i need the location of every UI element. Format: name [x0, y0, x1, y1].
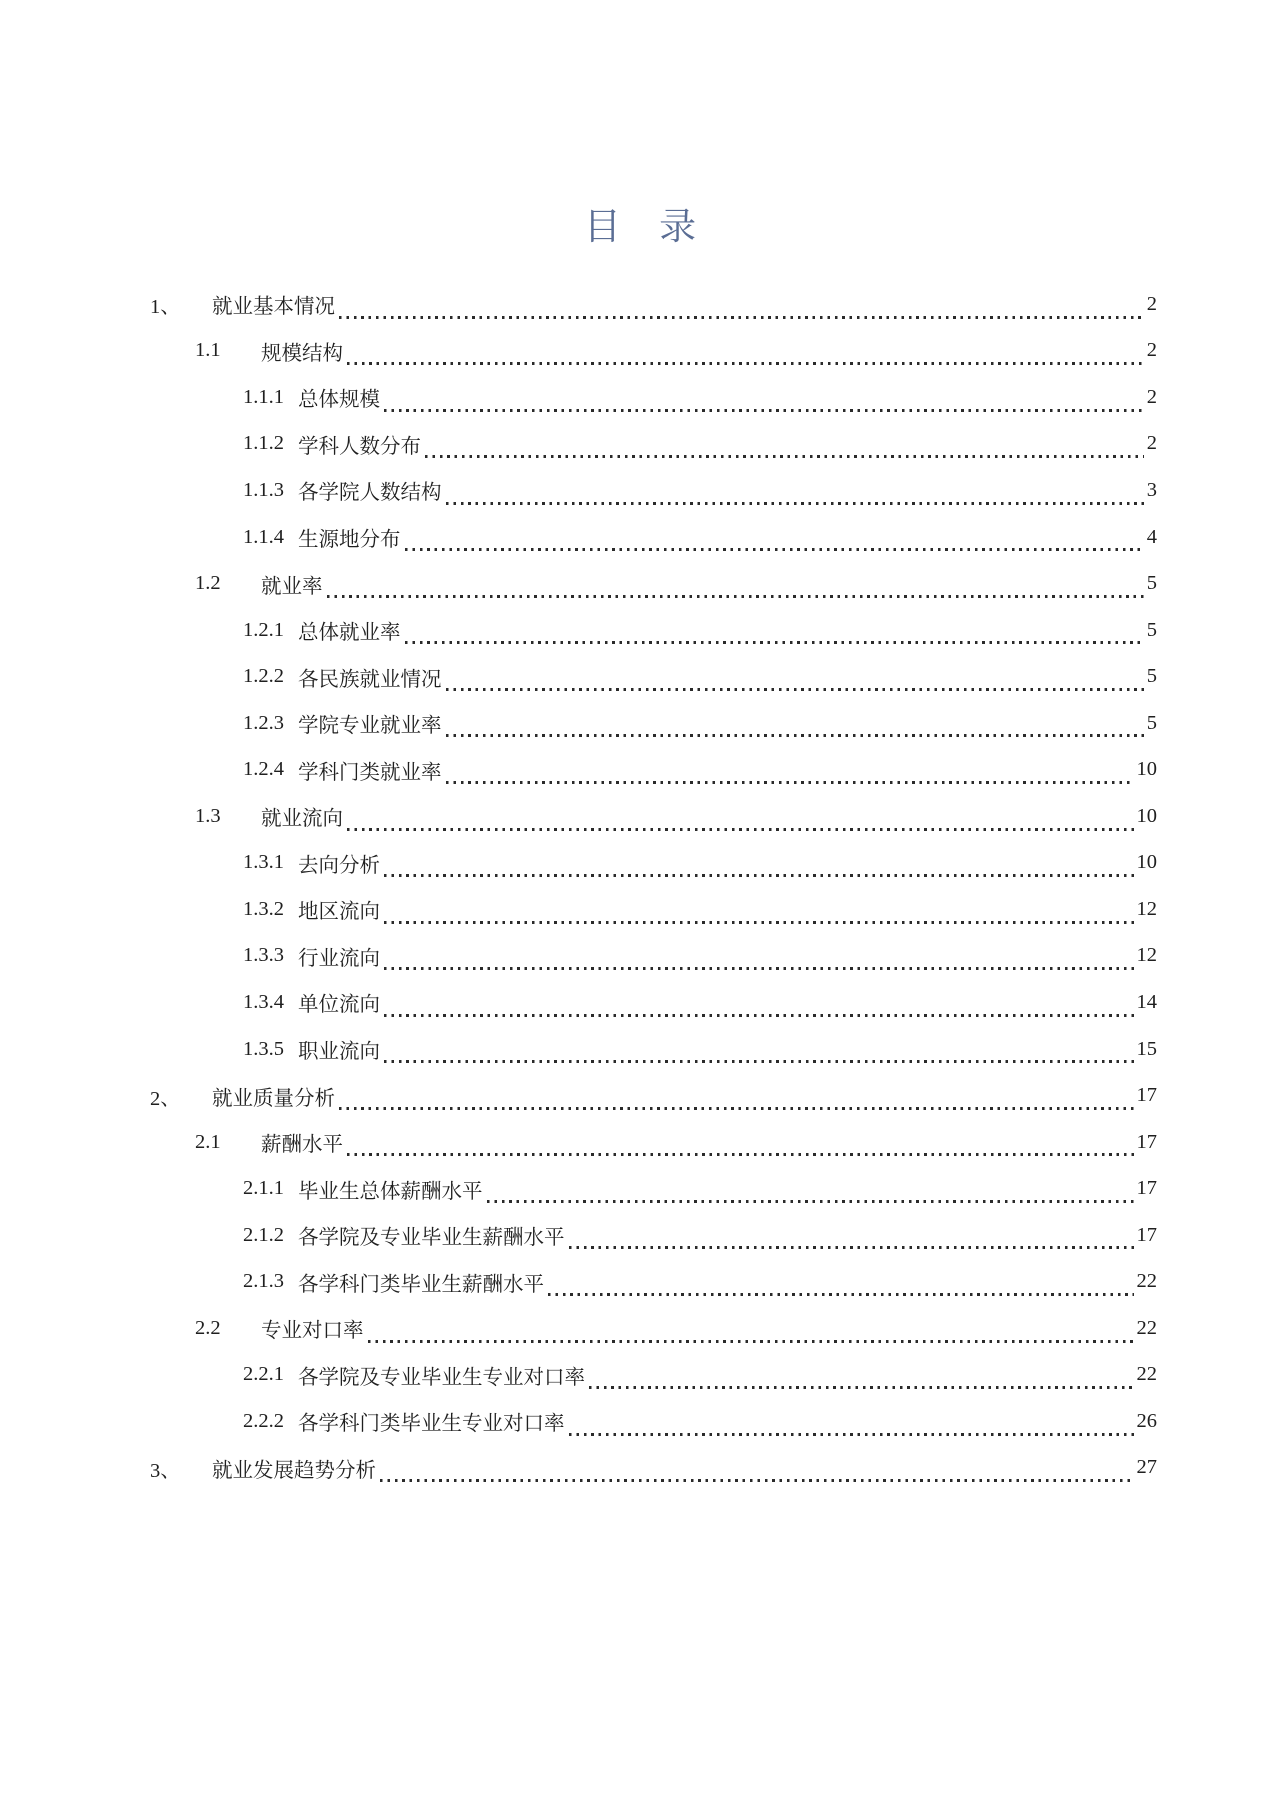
- dot-leader: [339, 316, 1144, 319]
- toc-entry-number: 1.3.2: [243, 897, 284, 920]
- dot-leader: [384, 874, 1134, 877]
- dot-leader: [384, 967, 1134, 970]
- toc-entry-page: 17: [1136, 1084, 1157, 1107]
- dot-leader: [405, 641, 1144, 644]
- toc-entry-page: 2: [1146, 385, 1157, 408]
- toc-entry[interactable]: [0, 793, 1157, 840]
- dot-leader: [384, 921, 1134, 924]
- toc-entry-page: 14: [1136, 990, 1157, 1013]
- toc-entry-label: 职业流向: [298, 1041, 380, 1064]
- toc-entry-label: 各民族就业情况: [298, 668, 442, 691]
- toc-entry-number: 1.2.3: [243, 711, 284, 734]
- toc-entry-page: 3: [1146, 478, 1157, 501]
- table-of-contents: [0, 281, 1157, 1491]
- toc-entry-label: 各学院及专业毕业生专业对口率: [298, 1366, 585, 1389]
- toc-entry-page: 5: [1146, 618, 1157, 641]
- toc-entry-number: 1.1: [195, 339, 221, 362]
- toc-entry-number: 1.3.3: [243, 944, 284, 967]
- toc-entry[interactable]: [0, 933, 1157, 980]
- toc-entry-page: 10: [1136, 758, 1157, 781]
- toc-entry-number: 2.2.1: [243, 1363, 284, 1386]
- toc-entry-label: 薪酬水平: [261, 1134, 343, 1157]
- dot-leader: [380, 1479, 1134, 1482]
- toc-entry[interactable]: [0, 607, 1157, 654]
- toc-entry[interactable]: [0, 653, 1157, 700]
- toc-entry-number: 1.2.1: [243, 618, 284, 641]
- toc-entry-label: 各学科门类毕业生专业对口率: [298, 1413, 565, 1436]
- dot-leader: [446, 734, 1144, 737]
- toc-entry-page: 2: [1146, 432, 1157, 455]
- toc-entry-number: 1、: [150, 296, 181, 319]
- toc-entry-number: 1.2.2: [243, 665, 284, 688]
- toc-entry[interactable]: [0, 746, 1157, 793]
- dot-leader: [446, 502, 1144, 505]
- toc-entry[interactable]: [0, 1398, 1157, 1445]
- toc-entry[interactable]: [0, 1352, 1157, 1399]
- toc-entry-number: 2、: [150, 1087, 181, 1110]
- toc-entry-page: 17: [1136, 1223, 1157, 1246]
- toc-entry-number: 2.1.2: [243, 1223, 284, 1246]
- toc-entry-label: 就业流向: [261, 808, 343, 831]
- toc-entry-number: 1.3.4: [243, 990, 284, 1013]
- toc-entry-number: 1.3.1: [243, 851, 284, 874]
- toc-entry-page: 5: [1146, 572, 1157, 595]
- toc-entry[interactable]: [0, 421, 1157, 468]
- toc-entry[interactable]: [0, 1258, 1157, 1305]
- toc-entry-label: 学院专业就业率: [298, 715, 442, 738]
- toc-entry[interactable]: [0, 1119, 1157, 1166]
- toc-entry-label: 专业对口率: [261, 1320, 364, 1343]
- toc-entry-label: 总体规模: [298, 389, 380, 412]
- toc-entry-label: 学科人数分布: [298, 435, 421, 458]
- toc-entry-label: 地区流向: [298, 901, 380, 924]
- toc-entry-page: 2: [1146, 339, 1157, 362]
- toc-entry-page: 10: [1136, 804, 1157, 827]
- dot-leader: [446, 781, 1134, 784]
- toc-entry-number: 2.1.3: [243, 1270, 284, 1293]
- toc-entry[interactable]: [0, 514, 1157, 561]
- dot-leader: [384, 409, 1144, 412]
- toc-entry[interactable]: [0, 1212, 1157, 1259]
- dot-leader: [327, 595, 1144, 598]
- toc-entry-page: 26: [1136, 1409, 1157, 1432]
- toc-entry-label: 学科门类就业率: [298, 761, 442, 784]
- toc-entry-number: 1.1.2: [243, 432, 284, 455]
- toc-entry[interactable]: [0, 1072, 1157, 1119]
- toc-entry[interactable]: [0, 328, 1157, 375]
- toc-entry[interactable]: [0, 840, 1157, 887]
- dot-leader: [347, 1153, 1134, 1156]
- toc-entry-number: 1.1.3: [243, 478, 284, 501]
- toc-entry-page: 12: [1136, 944, 1157, 967]
- toc-entry-label: 单位流向: [298, 994, 380, 1017]
- toc-entry-number: 1.3.5: [243, 1037, 284, 1060]
- toc-entry-page: 22: [1136, 1270, 1157, 1293]
- toc-entry-number: 2.1: [195, 1130, 221, 1153]
- toc-entry[interactable]: [0, 700, 1157, 747]
- toc-entry-page: 27: [1136, 1456, 1157, 1479]
- toc-entry[interactable]: [0, 1445, 1157, 1492]
- dot-leader: [425, 455, 1144, 458]
- toc-entry[interactable]: [0, 886, 1157, 933]
- toc-entry[interactable]: [0, 979, 1157, 1026]
- dot-leader: [487, 1200, 1134, 1203]
- toc-entry-label: 总体就业率: [298, 622, 401, 645]
- toc-entry-label: 各学院人数结构: [298, 482, 442, 505]
- toc-entry[interactable]: [0, 467, 1157, 514]
- toc-entry-page: 17: [1136, 1177, 1157, 1200]
- toc-entry-page: 4: [1146, 525, 1157, 548]
- toc-entry-number: 1.2.4: [243, 758, 284, 781]
- toc-entry-label: 毕业生总体薪酬水平: [298, 1180, 483, 1203]
- toc-entry-label: 去向分析: [298, 854, 380, 877]
- toc-entry[interactable]: [0, 1165, 1157, 1212]
- toc-entry[interactable]: [0, 560, 1157, 607]
- dot-leader: [548, 1293, 1134, 1296]
- dot-leader: [347, 362, 1144, 365]
- toc-entry-label: 各学科门类毕业生薪酬水平: [298, 1273, 544, 1296]
- dot-leader: [446, 688, 1144, 691]
- dot-leader: [339, 1107, 1134, 1110]
- toc-entry-page: 17: [1136, 1130, 1157, 1153]
- toc-entry[interactable]: [0, 374, 1157, 421]
- toc-entry[interactable]: [0, 1305, 1157, 1352]
- toc-entry-label: 就业质量分析: [212, 1087, 335, 1110]
- toc-entry-page: 10: [1136, 851, 1157, 874]
- toc-entry-page: 5: [1146, 711, 1157, 734]
- dot-leader: [384, 1060, 1134, 1063]
- dot-leader: [569, 1433, 1134, 1436]
- toc-entry-label: 各学院及专业毕业生薪酬水平: [298, 1227, 565, 1250]
- toc-entry-label: 规模结构: [261, 342, 343, 365]
- toc-entry-page: 12: [1136, 897, 1157, 920]
- toc-entry-page: 5: [1146, 665, 1157, 688]
- toc-entry-number: 1.1.4: [243, 525, 284, 548]
- toc-entry-number: 3、: [150, 1459, 181, 1482]
- dot-leader: [405, 548, 1144, 551]
- toc-entry-page: 22: [1136, 1316, 1157, 1339]
- toc-entry-label: 就业发展趋势分析: [212, 1459, 376, 1482]
- toc-entry-number: 1.2: [195, 572, 221, 595]
- toc-entry-label: 就业基本情况: [212, 296, 335, 319]
- toc-entry-page: 15: [1136, 1037, 1157, 1060]
- dot-leader: [569, 1246, 1134, 1249]
- toc-entry-label: 就业率: [261, 575, 323, 598]
- dot-leader: [368, 1340, 1134, 1343]
- toc-entry-page: 2: [1146, 292, 1157, 315]
- toc-entry-number: 1.1.1: [243, 385, 284, 408]
- toc-entry-number: 1.3: [195, 804, 221, 827]
- toc-entry-page: 22: [1136, 1363, 1157, 1386]
- toc-entry[interactable]: [0, 281, 1157, 328]
- dot-leader: [347, 828, 1134, 831]
- toc-entry[interactable]: [0, 1026, 1157, 1073]
- dot-leader: [589, 1386, 1134, 1389]
- page-title: 目 录: [583, 206, 711, 247]
- toc-entry-label: 生源地分布: [298, 529, 401, 551]
- toc-entry-label: 行业流向: [298, 947, 380, 970]
- dot-leader: [384, 1014, 1134, 1017]
- toc-entry-number: 2.1.1: [243, 1177, 284, 1200]
- toc-entry-number: 2.2: [195, 1316, 221, 1339]
- toc-entry-number: 2.2.2: [243, 1409, 284, 1432]
